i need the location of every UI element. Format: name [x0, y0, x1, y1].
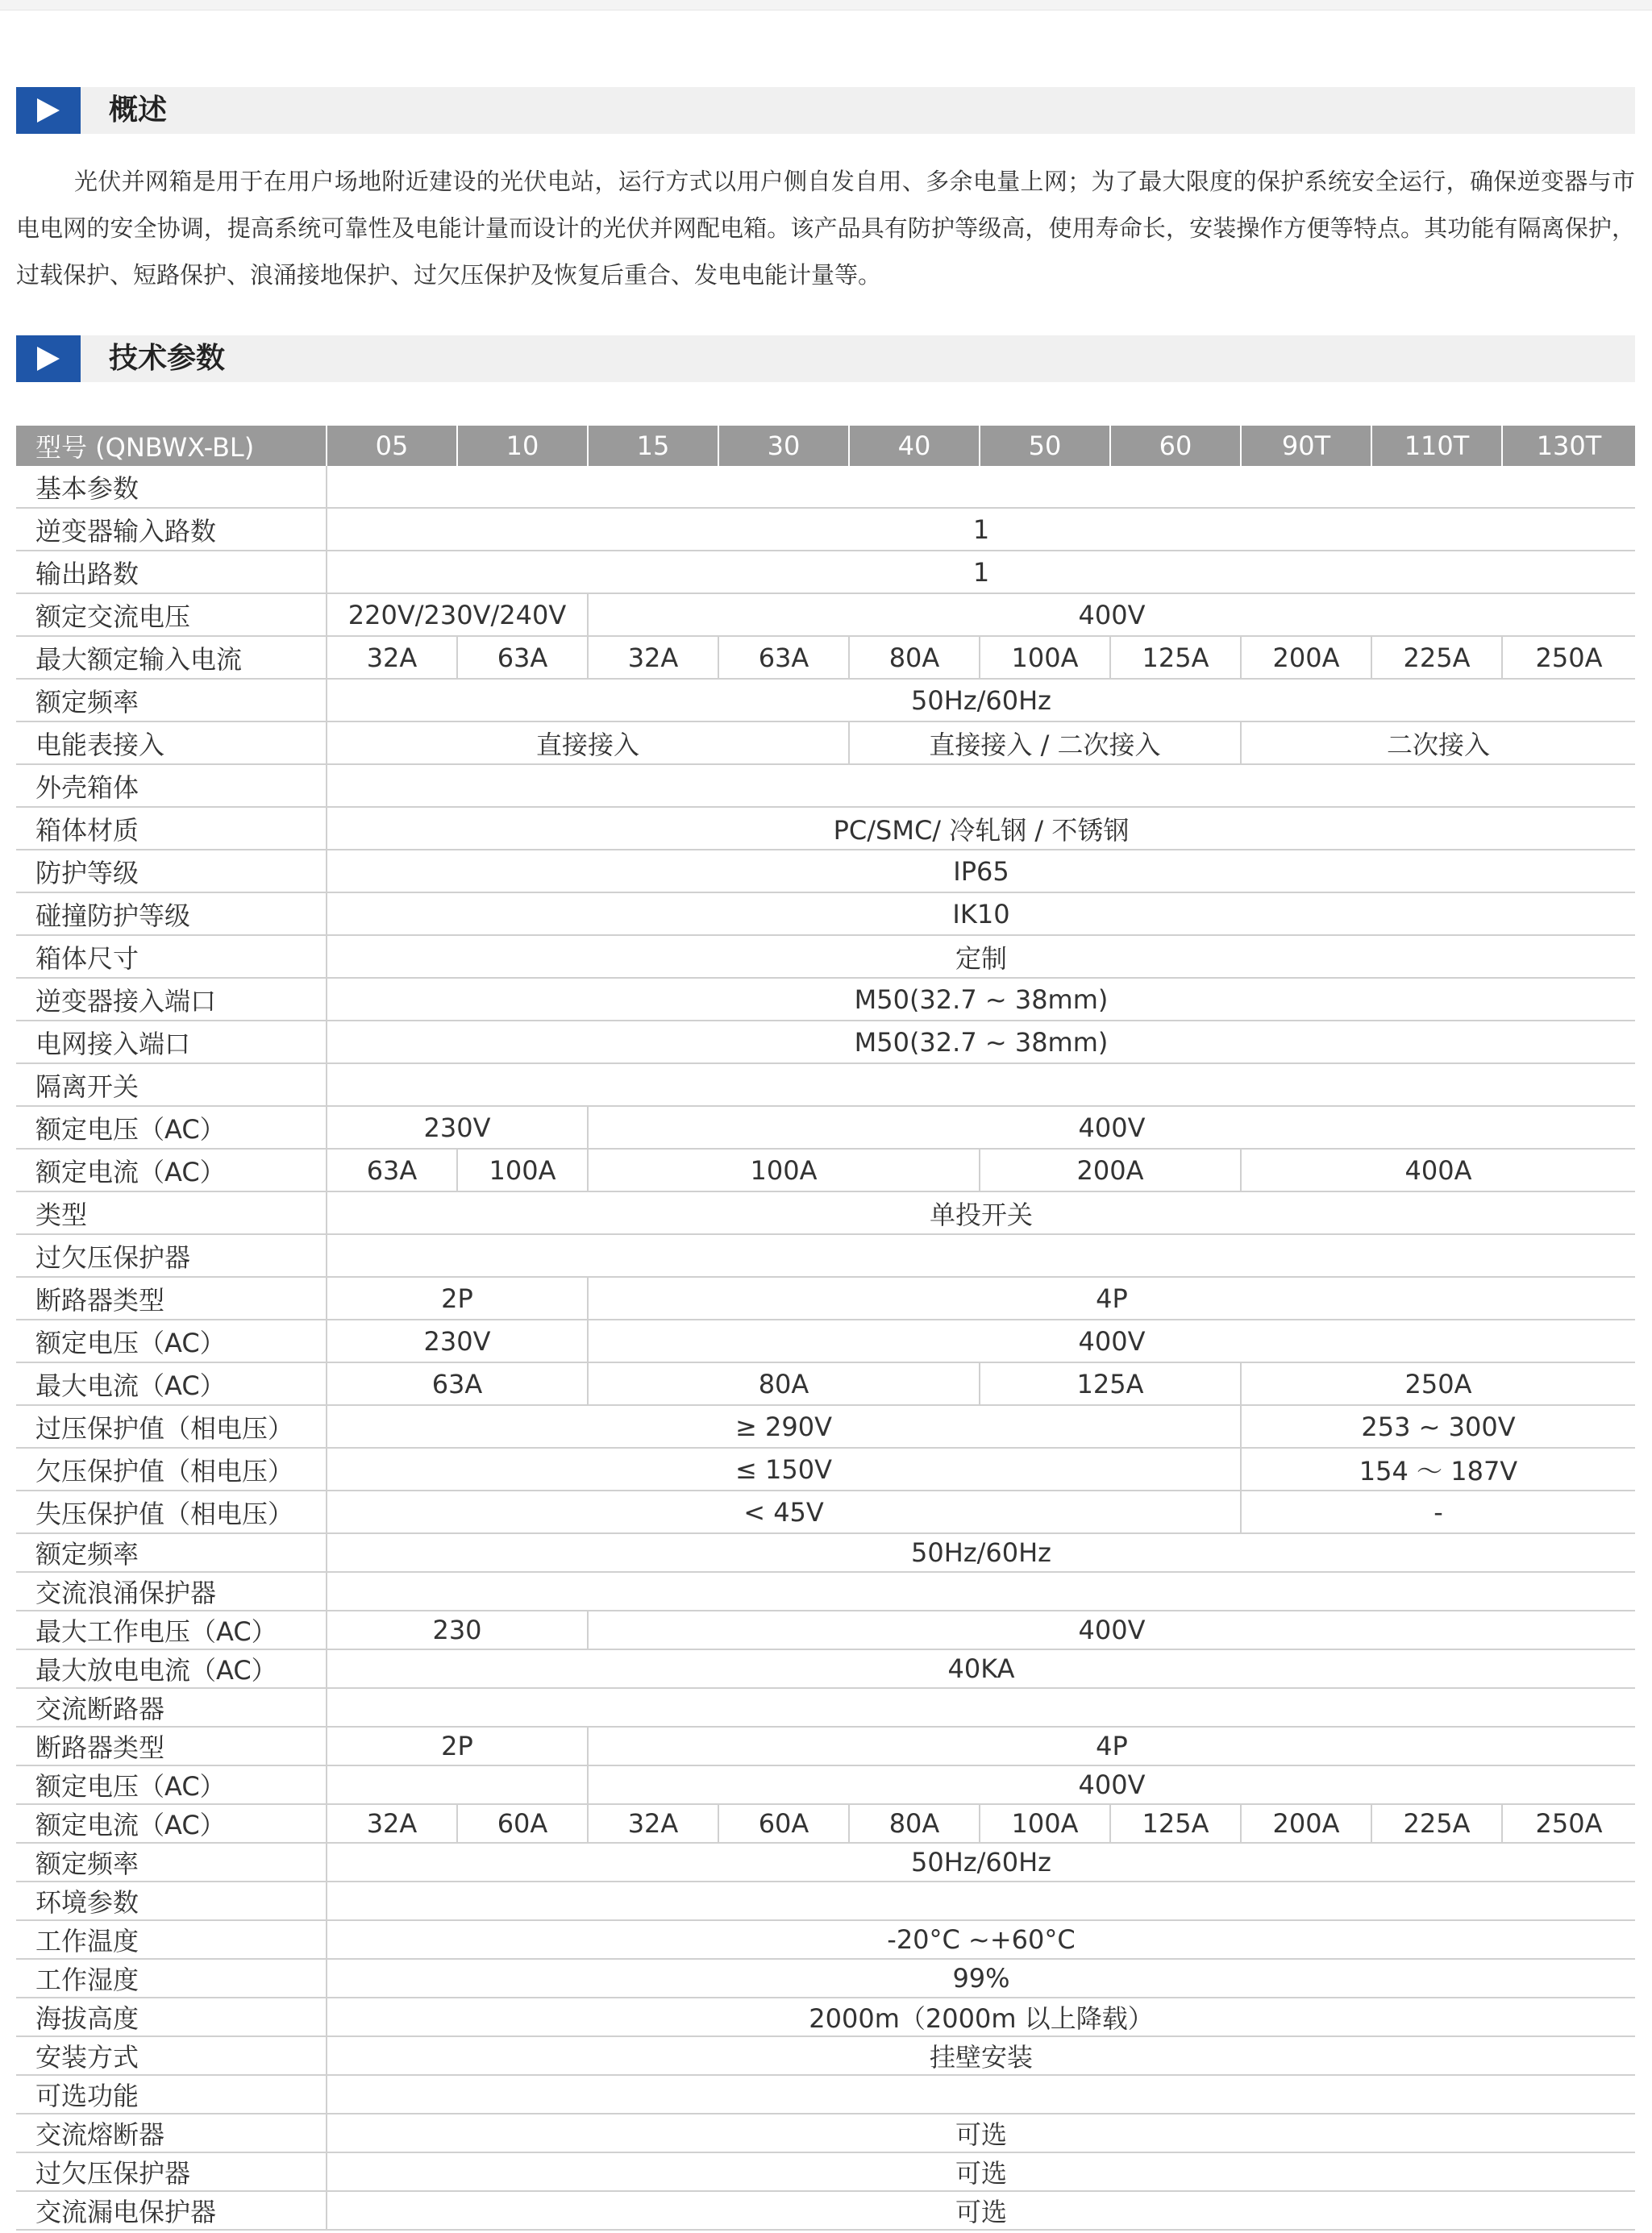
header-model-10: 130T [1502, 426, 1635, 466]
table-row [16, 1063, 1635, 1106]
table-row [16, 1491, 1635, 1533]
table-cell: 250A [1502, 636, 1635, 679]
row-label: 交流浪涌保护器 [16, 1572, 327, 1611]
table-cell: 2P [327, 1277, 588, 1320]
table-cell: 1 [327, 508, 1635, 551]
table-cell: 2000m（2000m 以上降载） [327, 1998, 1635, 2036]
table-cell: 60A [457, 1804, 588, 1843]
table-cell: 60A [718, 1804, 849, 1843]
row-label: 碰撞防护等级 [16, 892, 327, 935]
row-label: 逆变器输入路数 [16, 508, 327, 551]
row-label: 额定电流（AC） [16, 1804, 327, 1843]
table-cell: 125A [980, 1362, 1241, 1405]
table-row [16, 2152, 1635, 2191]
table-row [16, 593, 1635, 636]
row-label: 额定电压（AC） [16, 1765, 327, 1804]
header-model-5: 40 [849, 426, 980, 466]
table-cell: 可选 [327, 2114, 1635, 2152]
table-cell: 154 ～ 187V [1241, 1448, 1635, 1491]
table-cell [327, 1688, 1635, 1727]
row-label: 额定电压（AC） [16, 1320, 327, 1362]
table-cell: 250A [1241, 1362, 1635, 1405]
table-cell: 253 ~ 300V [1241, 1405, 1635, 1448]
table-cell: 230V [327, 1320, 588, 1362]
table-cell: 32A [588, 1804, 718, 1843]
table-row [16, 1843, 1635, 1882]
play-arrow-icon [16, 87, 81, 134]
row-label: 外壳箱体 [16, 764, 327, 807]
table-cell: 63A [327, 1149, 457, 1191]
table-cell: 63A [718, 636, 849, 679]
table-cell: ≤ 150V [327, 1448, 1241, 1491]
overview-text: 光伏并网箱是用于在用户场地附近建设的光伏电站，运行方式以用户侧自发自用、多余电量上网；为了最大限度的保护系统安全运行，确保逆变器与市电电网的安全协调，提高系统可靠性及电能计量而设计的光伏并网配电箱。该产品具有防护等级高，使用寿命长，安装操作方便等特点。其功能有隔离保护，过载保护、短路保护、浪涌接地保护、过欠压保护及恢复后重合、发电电能计量等。 [16, 168, 1635, 289]
table-row [16, 850, 1635, 892]
header-model: 型号 (QNBWX-BL) [16, 426, 327, 466]
table-row [16, 1362, 1635, 1405]
table-cell: 63A [457, 636, 588, 679]
table-cell: 挂壁安装 [327, 2036, 1635, 2075]
table-cell: 200A [980, 1149, 1241, 1191]
table-row [16, 1998, 1635, 2036]
tech-title: 技术参数 [109, 342, 226, 375]
table-cell: 400V [588, 1106, 1635, 1149]
table-cell: 400V [588, 593, 1635, 636]
header-model-9: 110T [1371, 426, 1502, 466]
table-cell: 4P [588, 1277, 1635, 1320]
table-cell [327, 1572, 1635, 1611]
table-row [16, 1234, 1635, 1277]
row-label: 断路器类型 [16, 1277, 327, 1320]
row-label: 最大工作电压（AC） [16, 1611, 327, 1649]
table-cell: 1 [327, 551, 1635, 593]
row-label: 可选功能 [16, 2075, 327, 2114]
table-cell: IP65 [327, 850, 1635, 892]
spec-table [16, 426, 1635, 2231]
table-row [16, 1149, 1635, 1191]
row-label: 额定频率 [16, 1533, 327, 1572]
table-row [16, 1611, 1635, 1649]
table-cell: 32A [327, 636, 457, 679]
row-label: 环境参数 [16, 1882, 327, 1920]
table-cell [327, 2075, 1635, 2114]
table-cell: 直接接入 [327, 721, 849, 764]
table-header-row [16, 426, 1635, 466]
row-label: 额定频率 [16, 1843, 327, 1882]
row-label: 箱体材质 [16, 807, 327, 850]
table-row [16, 679, 1635, 721]
play-arrow-icon [16, 335, 81, 382]
table-cell: < 45V [327, 1491, 1241, 1533]
table-cell: 直接接入 / 二次接入 [849, 721, 1241, 764]
table-row [16, 466, 1635, 508]
row-label: 防护等级 [16, 850, 327, 892]
row-label: 海拔高度 [16, 1998, 327, 2036]
table-cell: 225A [1371, 1804, 1502, 1843]
table-row [16, 1106, 1635, 1149]
table-cell [327, 1234, 1635, 1277]
table-cell: 100A [980, 1804, 1110, 1843]
table-row [16, 1191, 1635, 1234]
row-label: 过欠压保护器 [16, 2152, 327, 2191]
top-divider [0, 0, 1652, 10]
table-cell: 单投开关 [327, 1191, 1635, 1234]
table-cell [327, 764, 1635, 807]
table-row [16, 551, 1635, 593]
table-cell: - [1241, 1491, 1635, 1533]
table-cell: 400V [588, 1611, 1635, 1649]
row-label: 交流漏电保护器 [16, 2191, 327, 2230]
table-cell: 可选 [327, 2191, 1635, 2230]
table-row [16, 508, 1635, 551]
row-label: 逆变器接入端口 [16, 978, 327, 1021]
table-cell: 100A [457, 1149, 588, 1191]
table-cell: 50Hz/60Hz [327, 679, 1635, 721]
table-cell: 99% [327, 1959, 1635, 1998]
table-cell: 200A [1241, 1804, 1371, 1843]
header-model-7: 60 [1110, 426, 1241, 466]
table-cell: 可选 [327, 2152, 1635, 2191]
row-label: 最大电流（AC） [16, 1362, 327, 1405]
table-row [16, 764, 1635, 807]
table-cell: 220V/230V/240V [327, 593, 588, 636]
table-cell: 二次接入 [1241, 721, 1635, 764]
table-cell: 80A [849, 1804, 980, 1843]
table-cell: 32A [588, 636, 718, 679]
table-row [16, 1649, 1635, 1688]
table-cell: 50Hz/60Hz [327, 1843, 1635, 1882]
table-row [16, 2191, 1635, 2230]
overview-title: 概述 [109, 94, 168, 127]
row-label: 过压保护值（相电压） [16, 1405, 327, 1448]
header-model-4: 30 [718, 426, 849, 466]
table-row [16, 2036, 1635, 2075]
table-cell: 250A [1502, 1804, 1635, 1843]
row-label: 电网接入端口 [16, 1021, 327, 1063]
table-row [16, 1727, 1635, 1765]
row-label: 失压保护值（相电压） [16, 1491, 327, 1533]
row-label: 类型 [16, 1191, 327, 1234]
table-row [16, 1448, 1635, 1491]
row-label: 过欠压保护器 [16, 1234, 327, 1277]
table-row [16, 1882, 1635, 1920]
row-label: 额定电流（AC） [16, 1149, 327, 1191]
row-label: 交流熔断器 [16, 2114, 327, 2152]
table-cell: 2P [327, 1727, 588, 1765]
row-label: 断路器类型 [16, 1727, 327, 1765]
table-cell: ≥ 290V [327, 1405, 1241, 1448]
table-row [16, 978, 1635, 1021]
table-row [16, 1688, 1635, 1727]
tech-section-header [16, 335, 1635, 382]
table-cell [327, 1765, 588, 1804]
table-cell: 32A [327, 1804, 457, 1843]
row-label: 基本参数 [16, 466, 327, 508]
table-cell: M50(32.7 ~ 38mm) [327, 978, 1635, 1021]
table-cell: 50Hz/60Hz [327, 1533, 1635, 1572]
table-cell: 400V [588, 1765, 1635, 1804]
table-row [16, 721, 1635, 764]
table-cell: -20°C ~+60°C [327, 1920, 1635, 1959]
table-cell: 63A [327, 1362, 588, 1405]
table-cell [327, 1882, 1635, 1920]
table-cell: 200A [1241, 636, 1371, 679]
table-cell: M50(32.7 ~ 38mm) [327, 1021, 1635, 1063]
header-model-6: 50 [980, 426, 1110, 466]
row-label: 额定频率 [16, 679, 327, 721]
table-row [16, 1804, 1635, 1843]
table-cell: 125A [1110, 636, 1241, 679]
table-row [16, 807, 1635, 850]
row-label: 输出路数 [16, 551, 327, 593]
table-cell [327, 1063, 1635, 1106]
table-row [16, 892, 1635, 935]
table-row [16, 1320, 1635, 1362]
row-label: 工作湿度 [16, 1959, 327, 1998]
table-row [16, 636, 1635, 679]
row-label: 箱体尺寸 [16, 935, 327, 978]
table-cell: 125A [1110, 1804, 1241, 1843]
row-label: 交流断路器 [16, 1688, 327, 1727]
table-row [16, 1765, 1635, 1804]
table-cell: 230V [327, 1106, 588, 1149]
table-row [16, 1405, 1635, 1448]
table-row [16, 1572, 1635, 1611]
table-row [16, 935, 1635, 978]
row-label: 电能表接入 [16, 721, 327, 764]
row-label: 最大额定输入电流 [16, 636, 327, 679]
table-cell: 400A [1241, 1149, 1635, 1191]
header-model-3: 15 [588, 426, 718, 466]
table-cell: 225A [1371, 636, 1502, 679]
row-label: 安装方式 [16, 2036, 327, 2075]
table-row [16, 2114, 1635, 2152]
table-row [16, 2075, 1635, 2114]
row-label: 额定电压（AC） [16, 1106, 327, 1149]
table-cell: 定制 [327, 935, 1635, 978]
table-row [16, 1277, 1635, 1320]
header-model-8: 90T [1241, 426, 1371, 466]
table-row [16, 1920, 1635, 1959]
row-label: 隔离开关 [16, 1063, 327, 1106]
header-model-2: 10 [457, 426, 588, 466]
table-row [16, 1021, 1635, 1063]
table-cell: 80A [588, 1362, 980, 1405]
table-cell: 100A [588, 1149, 980, 1191]
table-cell: PC/SMC/ 冷轧钢 / 不锈钢 [327, 807, 1635, 850]
table-cell: 100A [980, 636, 1110, 679]
table-cell: 400V [588, 1320, 1635, 1362]
header-model-1: 05 [327, 426, 457, 466]
table-cell [327, 466, 1635, 508]
table-row [16, 1959, 1635, 1998]
table-cell: 230 [327, 1611, 588, 1649]
table-row [16, 1533, 1635, 1572]
table-cell: 80A [849, 636, 980, 679]
table-cell: 40KA [327, 1649, 1635, 1688]
row-label: 额定交流电压 [16, 593, 327, 636]
overview-section-header [16, 87, 1635, 134]
table-cell: 4P [588, 1727, 1635, 1765]
row-label: 最大放电电流（AC） [16, 1649, 327, 1688]
table-cell: IK10 [327, 892, 1635, 935]
row-label: 工作温度 [16, 1920, 327, 1959]
row-label: 欠压保护值（相电压） [16, 1448, 327, 1491]
